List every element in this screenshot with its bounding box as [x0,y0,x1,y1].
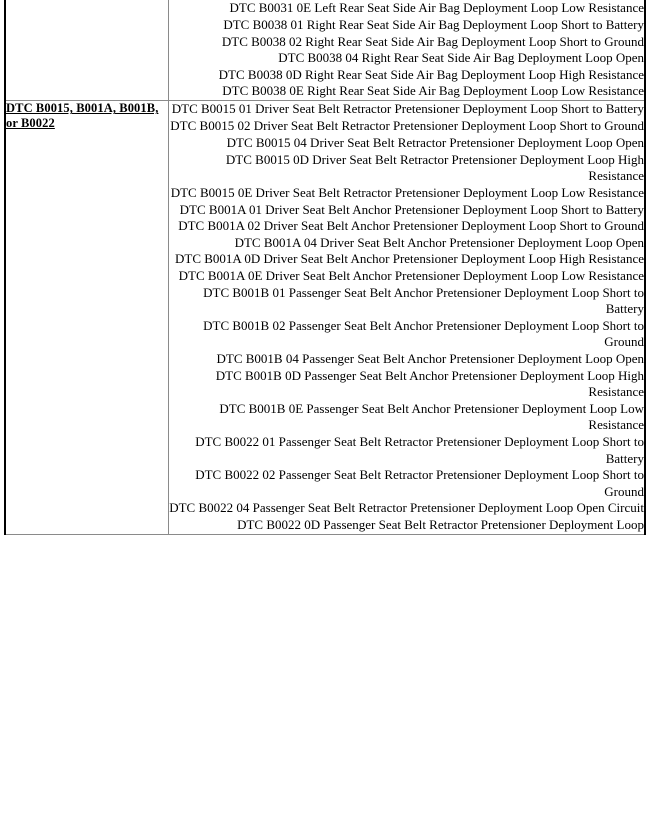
dtc-description-item: DTC B001B 04 Passenger Seat Belt Anchor Pretensioner Deployment Loop Open [216,351,644,367]
dtc-description-item: DTC B0022 04 Passenger Seat Belt Retractor Pretensioner Deployment Loop Open Circuit [169,500,644,516]
table-row [5,0,645,101]
dtc-description-item: DTC B001B 0E Passenger Seat Belt Anchor Pretensioner Deployment Loop Low Resistance [219,401,644,433]
dtc-description-list [169,0,644,100]
dtc-description-item: DTC B001A 0E Driver Seat Belt Anchor Pretensioner Deployment Loop Low Resistance [178,268,644,284]
dtc-description-cell [169,101,646,535]
dtc-description-item: DTC B0038 04 Right Rear Seat Side Air Bag Deployment Loop Open [278,50,644,66]
dtc-description-item: DTC B0015 0E Driver Seat Belt Retractor Pretensioner Deployment Loop Low Resistance [170,184,644,200]
dtc-code-cell [5,101,169,535]
dtc-description-item: DTC B001A 01 Driver Seat Belt Anchor Pretensioner Deployment Loop Short to Battery [179,201,644,217]
dtc-description-item: DTC B001B 0D Passenger Seat Belt Anchor Pretensioner Deployment Loop High Resistance [215,368,644,400]
dtc-description-item: DTC B001B 02 Passenger Seat Belt Anchor Pretensioner Deployment Loop Short to Ground [203,318,644,350]
dtc-description-item: DTC B0038 0D Right Rear Seat Side Air Bag Deployment Loop High Resistance [218,66,644,82]
dtc-code-label: DTC B0015, B001A, B001B, or B0022 [6,101,159,131]
dtc-description-item: DTC B0015 04 Driver Seat Belt Retractor Pretensioner Deployment Loop Open [226,134,644,150]
dtc-description-item: DTC B0022 02 Passenger Seat Belt Retractor Pretensioner Deployment Loop Short to Ground [195,467,644,499]
dtc-description-item: DTC B001A 0D Driver Seat Belt Anchor Pretensioner Deployment Loop High Resistance [174,251,644,267]
dtc-description-item: DTC B0038 0E Right Rear Seat Side Air Bag Deployment Loop Low Resistance [222,83,644,99]
dtc-description-item: DTC B001B 01 Passenger Seat Belt Anchor Pretensioner Deployment Loop Short to Battery [203,285,644,317]
dtc-description-item: DTC B0015 0D Driver Seat Belt Retractor Pretensioner Deployment Loop High Resistance [225,151,644,183]
dtc-description-item: DTC B0015 01 Driver Seat Belt Retractor Pretensioner Deployment Loop Short to Battery [171,101,644,117]
dtc-description-cell [169,0,646,101]
dtc-description-item: DTC B0031 0E Left Rear Seat Side Air Bag Deployment Loop Low Resistance [229,0,644,15]
table-row [5,101,645,535]
dtc-code-table [4,0,646,535]
dtc-description-item: DTC B0022 0D Passenger Seat Belt Retractor Pretensioner Deployment Loop [237,517,644,533]
dtc-description-list [169,101,644,533]
dtc-description-item: DTC B001A 04 Driver Seat Belt Anchor Pretensioner Deployment Loop Open [234,235,644,251]
dtc-description-item: DTC B0038 01 Right Rear Seat Side Air Bag Deployment Loop Short to Battery [223,16,644,32]
dtc-description-item: DTC B0038 02 Right Rear Seat Side Air Bag Deployment Loop Short to Ground [221,33,644,49]
dtc-table-body [5,0,645,535]
dtc-code-cell [5,0,169,101]
dtc-description-item: DTC B0022 01 Passenger Seat Belt Retractor Pretensioner Deployment Loop Short to Battery [195,434,644,466]
dtc-description-item: DTC B0015 02 Driver Seat Belt Retractor Pretensioner Deployment Loop Short to Ground [170,118,644,134]
dtc-description-item: DTC B001A 02 Driver Seat Belt Anchor Pretensioner Deployment Loop Short to Ground [178,218,644,234]
